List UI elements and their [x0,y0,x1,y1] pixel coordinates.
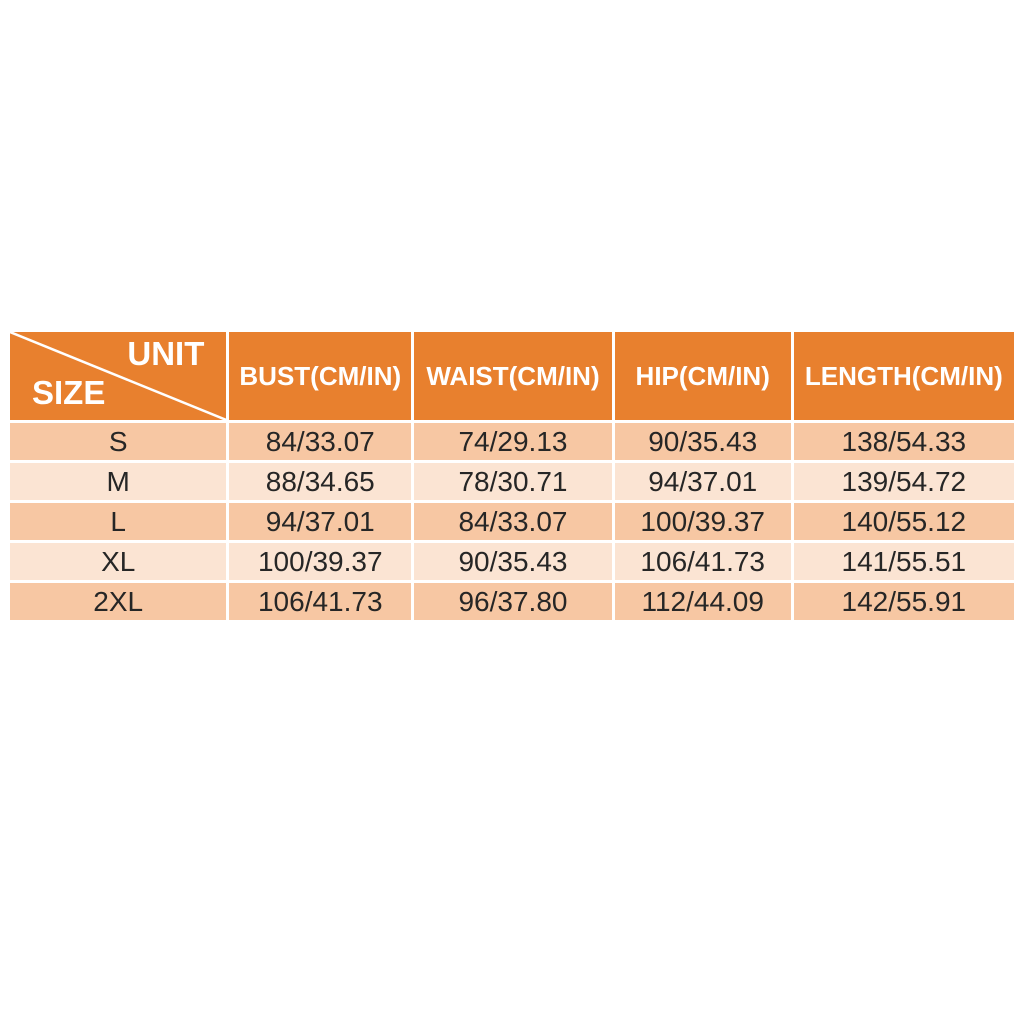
hip-cell: 94/37.01 [615,463,791,500]
bust-cell: 88/34.65 [229,463,411,500]
table-row-m [10,463,1014,500]
hip-cell: 106/41.73 [615,543,791,580]
size-cell: L [10,503,226,540]
waist-cell: 74/29.13 [414,423,612,460]
corner-unit-label: UNIT [127,335,205,372]
size-cell: S [10,423,226,460]
table-row-2xl [10,583,1014,620]
bust-cell: 106/41.73 [229,583,411,620]
size-cell: 2XL [10,583,226,620]
corner-cell [10,332,226,420]
waist-cell: 78/30.71 [414,463,612,500]
size-chart-table [10,332,1014,620]
bust-cell: 100/39.37 [229,543,411,580]
header-length: LENGTH(CM/IN) [794,332,1014,420]
size-cell: XL [10,543,226,580]
length-cell: 139/54.72 [794,463,1014,500]
bust-cell: 94/37.01 [229,503,411,540]
waist-cell: 96/37.80 [414,583,612,620]
header-bust: BUST(CM/IN) [229,332,411,420]
length-cell: 141/55.51 [794,543,1014,580]
size-cell: M [10,463,226,500]
header-row [10,332,1014,420]
bust-cell: 84/33.07 [229,423,411,460]
corner-size-label: SIZE [32,374,106,411]
table-row-xl [10,543,1014,580]
length-cell: 140/55.12 [794,503,1014,540]
hip-cell: 100/39.37 [615,503,791,540]
waist-cell: 90/35.43 [414,543,612,580]
length-cell: 138/54.33 [794,423,1014,460]
waist-cell: 84/33.07 [414,503,612,540]
length-cell: 142/55.91 [794,583,1014,620]
hip-cell: 112/44.09 [615,583,791,620]
header-waist: WAIST(CM/IN) [414,332,612,420]
header-hip: HIP(CM/IN) [615,332,791,420]
hip-cell: 90/35.43 [615,423,791,460]
table-row-l [10,503,1014,540]
table-row-s [10,423,1014,460]
